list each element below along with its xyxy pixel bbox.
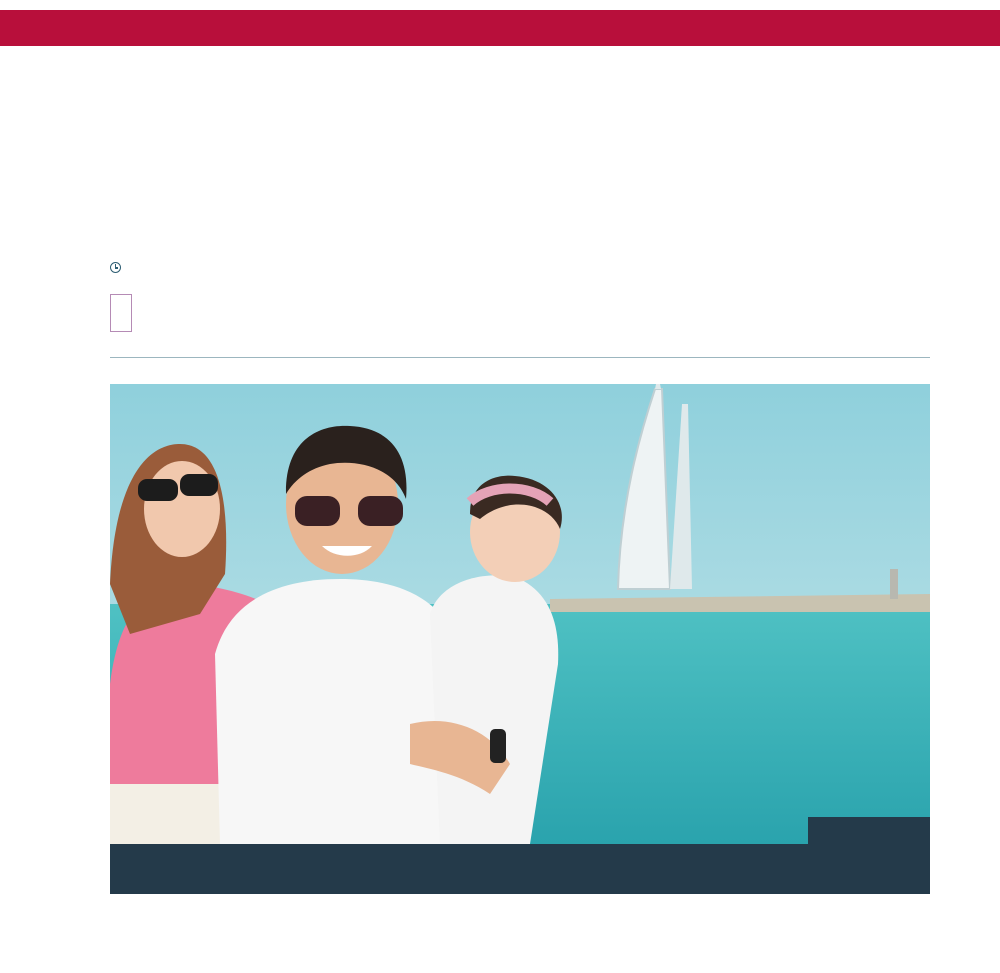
hero-photo	[110, 384, 930, 844]
article-intro	[110, 917, 730, 939]
topic-tag-button[interactable]	[110, 294, 132, 332]
primary-nav	[0, 10, 1000, 46]
image-credit	[808, 817, 930, 844]
image-caption	[110, 844, 930, 894]
divider	[110, 357, 930, 358]
clock-icon	[110, 262, 121, 273]
hero-image	[110, 384, 930, 844]
article-timestamp	[110, 262, 125, 273]
article-headline	[110, 100, 890, 148]
